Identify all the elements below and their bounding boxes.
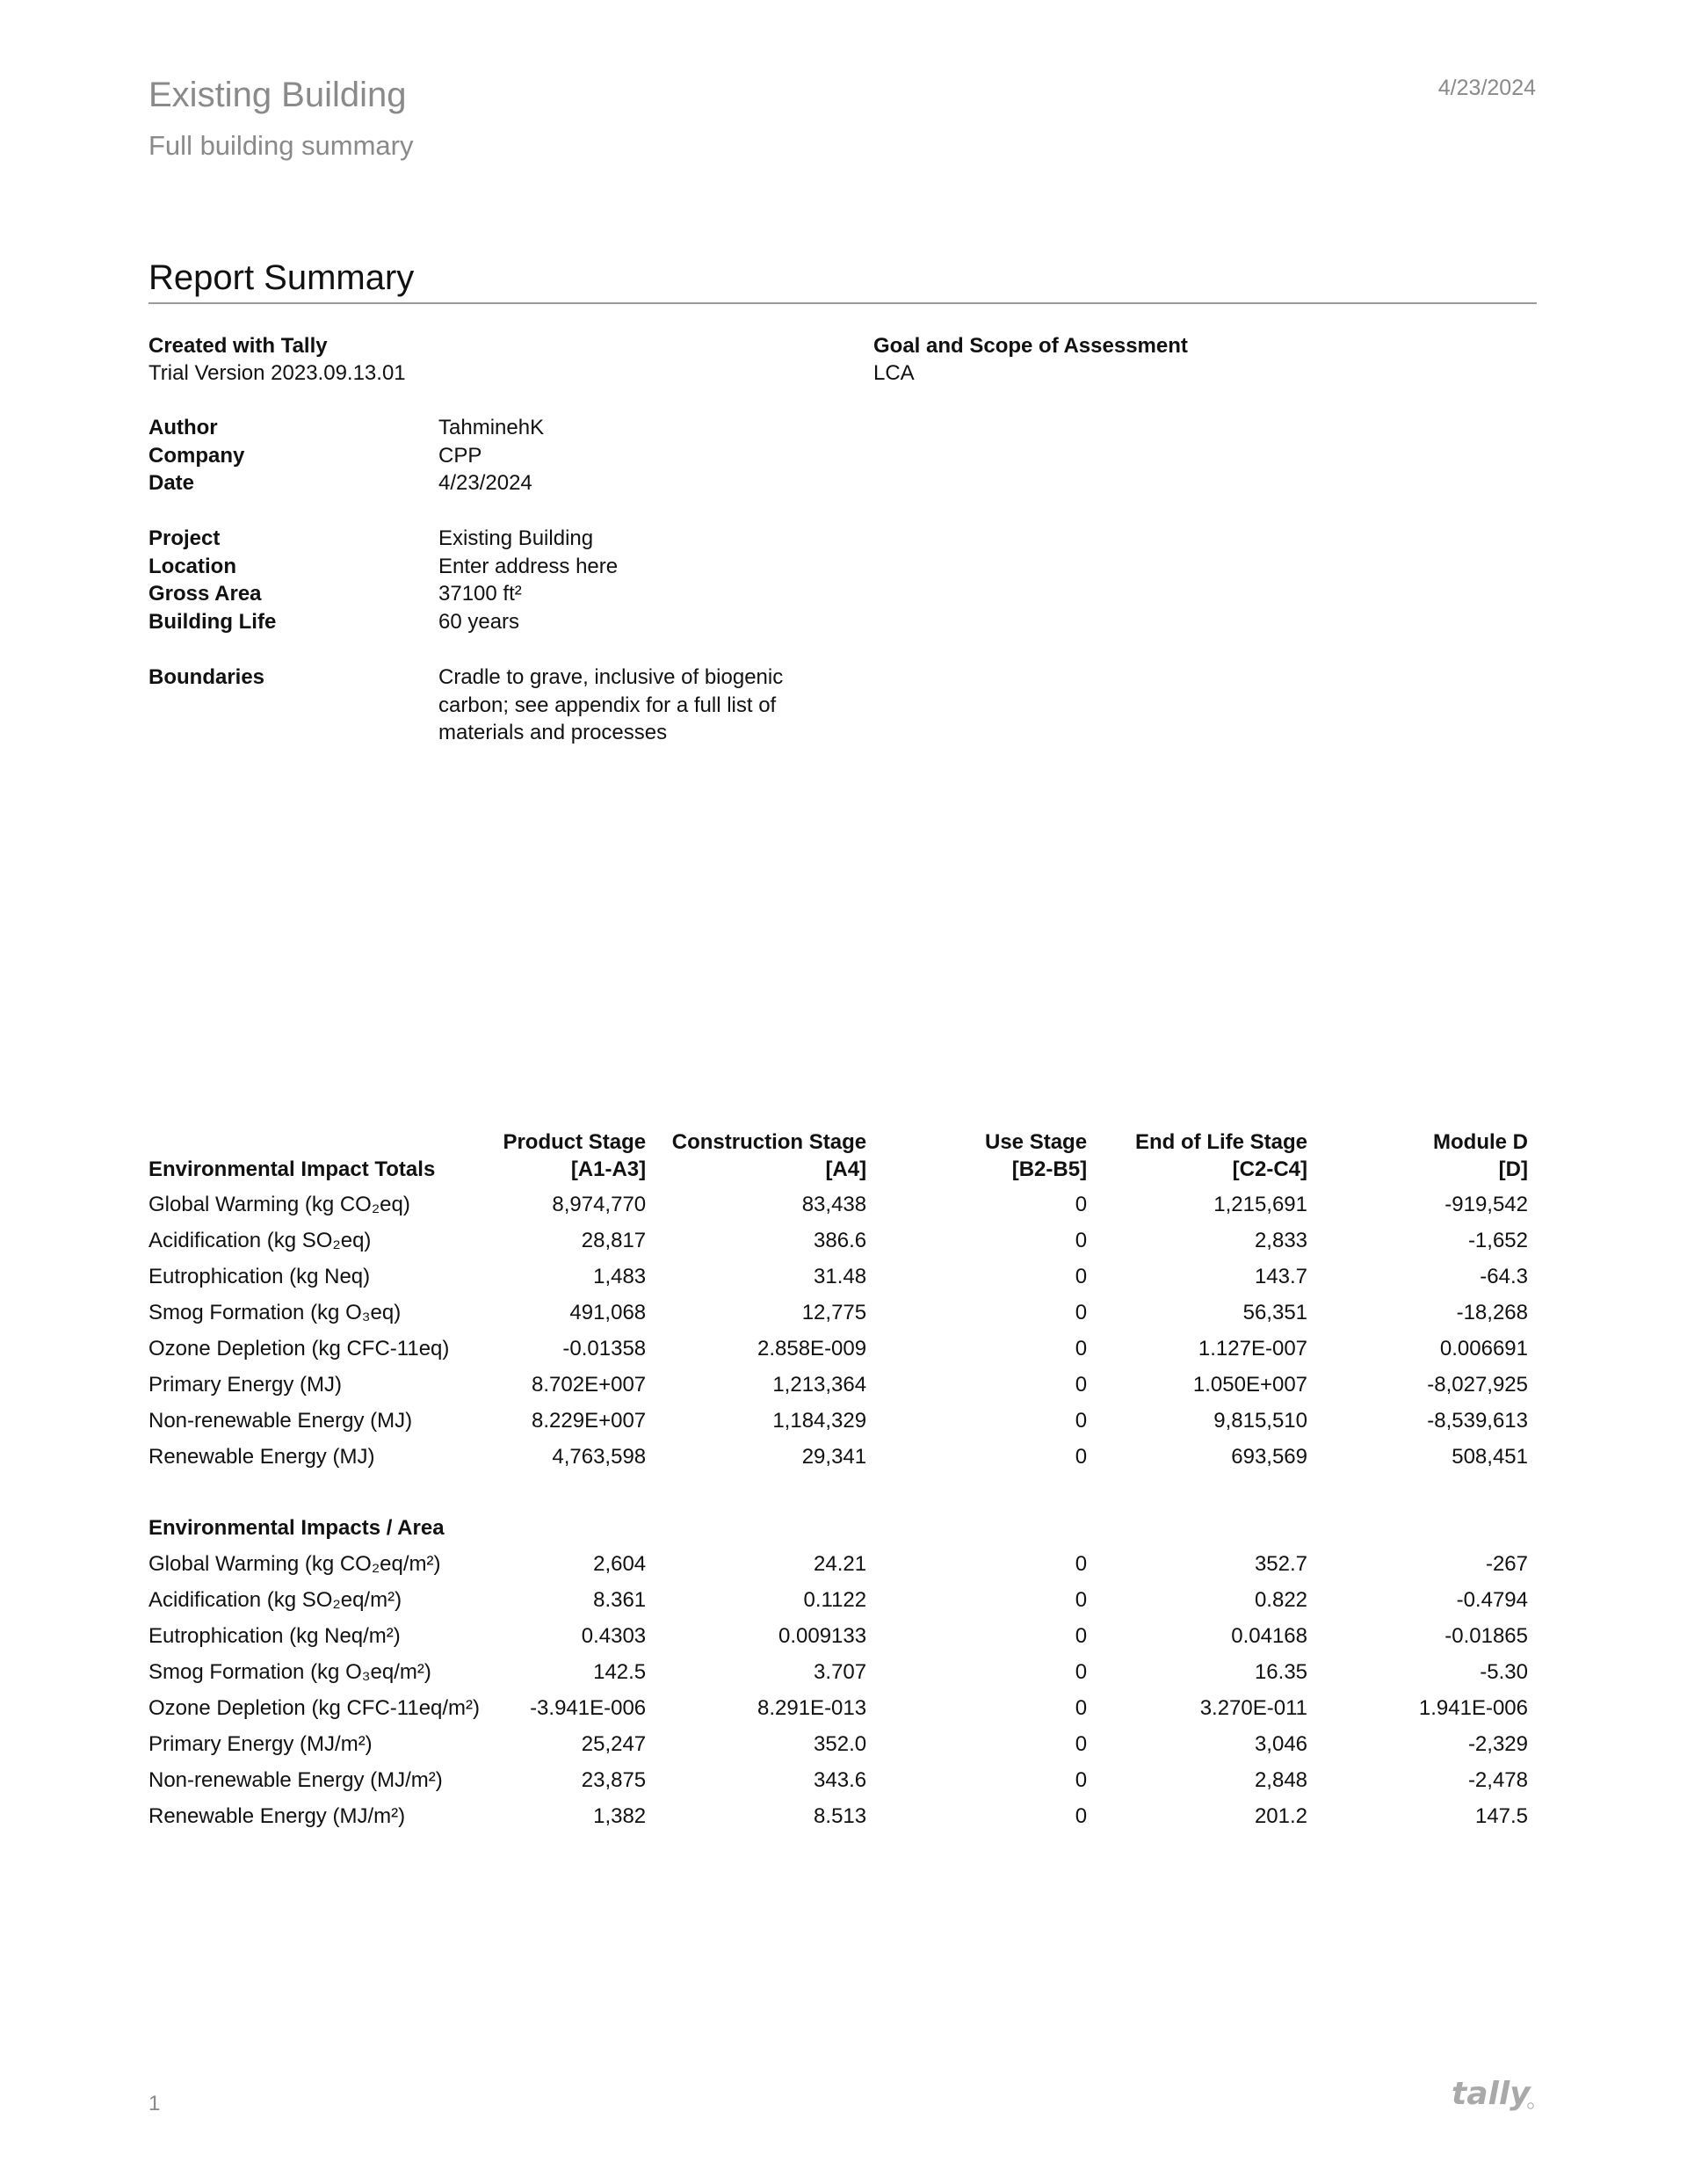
table-cell: -8,539,613 <box>1427 1409 1528 1433</box>
table-cell: 1.941E-006 <box>1418 1696 1528 1720</box>
table-cell: 1,382 <box>593 1804 647 1828</box>
table-cell: 8.361 <box>593 1588 647 1612</box>
table-cell: 693,569 <box>1231 1445 1308 1469</box>
table-cell: 25,247 <box>581 1732 647 1756</box>
column-code: [B2-B5] <box>1011 1157 1088 1181</box>
table-cell: 29,341 <box>801 1445 867 1469</box>
table-cell: 0 <box>1075 1445 1088 1469</box>
column-header <box>646 1128 866 1186</box>
goal-value: LCA <box>873 361 915 385</box>
table-cell: 3.707 <box>814 1660 867 1684</box>
table-cell: 142.5 <box>593 1660 647 1684</box>
table-cell: -8,027,925 <box>1427 1373 1528 1397</box>
table-header-row <box>148 1128 1528 1186</box>
table-cell: 0 <box>1075 1301 1088 1324</box>
table-row <box>148 1762 1528 1798</box>
row-label: Primary Energy (MJ) <box>148 1373 343 1397</box>
table-row <box>148 1403 1528 1439</box>
row-label: Renewable Energy (MJ) <box>148 1445 375 1469</box>
location-value: Enter address here <box>438 554 619 578</box>
table-row <box>148 1690 1528 1726</box>
row-label: Global Warming (kg CO₂eq/m²) <box>148 1552 441 1576</box>
table-cell: 8.702E+007 <box>532 1373 647 1397</box>
table-cell: 0.822 <box>1254 1588 1308 1612</box>
area-heading-row <box>148 1510 1528 1546</box>
table-cell: 8,974,770 <box>552 1193 647 1216</box>
column-code: [A1-A3] <box>570 1157 647 1181</box>
table-body <box>148 1186 1528 1834</box>
table-row <box>148 1618 1528 1654</box>
author-label: Author <box>148 416 218 439</box>
table-row <box>148 1798 1528 1834</box>
table-cell: 0 <box>1075 1373 1088 1397</box>
column-header <box>1307 1128 1528 1186</box>
gross-area-label: Gross Area <box>148 582 262 606</box>
table-cell: 2,604 <box>593 1552 647 1576</box>
table-cell: 143.7 <box>1254 1265 1308 1288</box>
tally-logo <box>1452 2074 1536 2117</box>
table-cell: 0 <box>1075 1696 1088 1720</box>
table-row <box>148 1367 1528 1403</box>
table-cell: 0 <box>1075 1732 1088 1756</box>
table-cell: 201.2 <box>1254 1804 1308 1828</box>
table-cell: 0 <box>1075 1337 1088 1360</box>
table-row <box>148 1223 1528 1259</box>
column-name: Product Stage <box>503 1130 647 1154</box>
gross-area-value: 37100 ft² <box>438 582 522 606</box>
goal-heading: Goal and Scope of Assessment <box>873 334 1188 358</box>
table-cell: 0.006691 <box>1439 1337 1528 1360</box>
table-cell: 352.7 <box>1254 1552 1308 1576</box>
project-value: Existing Building <box>438 526 594 550</box>
table-row <box>148 1546 1528 1582</box>
company-label: Company <box>148 443 245 468</box>
column-header <box>866 1128 1087 1186</box>
document-subtitle: Full building summary <box>148 130 414 161</box>
table-cell: 0 <box>1075 1265 1088 1288</box>
area-heading: Environmental Impacts / Area <box>148 1516 445 1540</box>
table-cell: 0 <box>1075 1409 1088 1433</box>
table-cell: -3.941E-006 <box>530 1696 647 1720</box>
table-spacer <box>148 1475 1528 1510</box>
table-cell: 0.4303 <box>581 1624 647 1648</box>
table-cell: 23,875 <box>581 1768 647 1792</box>
table-cell: 0 <box>1075 1193 1088 1216</box>
table-cell: 0 <box>1075 1804 1088 1828</box>
table-cell: -0.4794 <box>1456 1588 1528 1612</box>
table-cell: -2,478 <box>1467 1768 1528 1792</box>
table-cell: 0.009133 <box>778 1624 867 1648</box>
table-cell: 0.04168 <box>1231 1624 1308 1648</box>
table-cell: 3.270E-011 <box>1199 1696 1308 1720</box>
row-label: Global Warming (kg CO₂eq) <box>148 1193 410 1216</box>
table-cell: 0 <box>1075 1588 1088 1612</box>
row-label: Non-renewable Energy (MJ/m²) <box>148 1768 443 1792</box>
column-header <box>1087 1128 1307 1186</box>
table-cell: 9,815,510 <box>1213 1409 1308 1433</box>
table-cell: 56,351 <box>1242 1301 1308 1324</box>
table-cell: -267 <box>1485 1552 1528 1576</box>
table-row <box>148 1439 1528 1475</box>
table-cell: -5.30 <box>1480 1660 1528 1684</box>
row-label: Renewable Energy (MJ/m²) <box>148 1804 406 1828</box>
spacer-cell <box>148 1475 1528 1510</box>
boundaries-value: Cradle to grave, inclusive of biogenic carbon; see appendix for a full list of materials and processes <box>438 665 784 744</box>
row-label: Eutrophication (kg Neq) <box>148 1265 371 1288</box>
table-cell: -1,652 <box>1467 1229 1528 1252</box>
column-header <box>502 1128 647 1186</box>
created-version: Trial Version 2023.09.13.01 <box>148 361 406 385</box>
author-value: TahminehK <box>438 416 545 439</box>
section-divider <box>148 302 1537 304</box>
column-code: [A4] <box>825 1157 867 1181</box>
column-name: Construction Stage <box>671 1130 867 1154</box>
row-label: Acidification (kg SO₂eq/m²) <box>148 1588 402 1612</box>
boundaries-label: Boundaries <box>148 665 265 689</box>
table-cell: 0 <box>1075 1660 1088 1684</box>
totals-heading: Environmental Impact Totals <box>148 1157 436 1181</box>
column-name: End of Life Stage <box>1135 1130 1308 1154</box>
table-cell: 1,483 <box>593 1265 647 1288</box>
table-cell: 0 <box>1075 1768 1088 1792</box>
table-row <box>148 1582 1528 1618</box>
row-label: Ozone Depletion (kg CFC-11eq/m²) <box>148 1696 481 1720</box>
column-name: Module D <box>1433 1130 1528 1154</box>
table-cell: 1.127E-007 <box>1198 1337 1308 1360</box>
table-row <box>148 1726 1528 1762</box>
table-cell: 28,817 <box>581 1229 647 1252</box>
table-cell: 12,775 <box>801 1301 867 1324</box>
created-heading: Created with Tally <box>148 334 328 358</box>
page-number: 1 <box>148 2092 161 2115</box>
impact-table <box>148 1128 1528 1834</box>
table-cell: 343.6 <box>814 1768 867 1792</box>
table-cell: 1.050E+007 <box>1192 1373 1308 1397</box>
project-info <box>148 525 816 635</box>
table-cell: -2,329 <box>1467 1732 1528 1756</box>
table-row <box>148 1186 1528 1223</box>
date-label: Date <box>148 471 195 495</box>
section-title: Report Summary <box>148 258 415 297</box>
table-cell: 491,068 <box>569 1301 647 1324</box>
table-cell: 4,763,598 <box>552 1445 647 1469</box>
column-name: Use Stage <box>985 1130 1088 1154</box>
table-cell: 0 <box>1075 1229 1088 1252</box>
table-cell: -919,542 <box>1444 1193 1528 1216</box>
column-code: [C2-C4] <box>1232 1157 1308 1181</box>
row-label: Primary Energy (MJ/m²) <box>148 1732 373 1756</box>
author-info <box>148 414 816 497</box>
table-cell: 3,046 <box>1254 1732 1308 1756</box>
table-cell: 16.35 <box>1254 1660 1308 1684</box>
tally-logo-icon <box>1452 2074 1536 2113</box>
document-title: Existing Building <box>148 76 407 114</box>
row-label: Non-renewable Energy (MJ) <box>148 1409 413 1433</box>
table-row <box>148 1331 1528 1367</box>
table-cell: 2,833 <box>1254 1229 1308 1252</box>
table-cell: 2,848 <box>1254 1768 1308 1792</box>
table-cell: -64.3 <box>1480 1265 1528 1288</box>
column-code: [D] <box>1498 1157 1528 1181</box>
table-cell: 508,451 <box>1452 1445 1528 1469</box>
table-cell: 8.513 <box>814 1804 867 1828</box>
table-cell: 2.858E-009 <box>757 1337 867 1360</box>
project-label: Project <box>148 526 221 550</box>
row-label: Eutrophication (kg Neq/m²) <box>148 1624 401 1648</box>
document-date: 4/23/2024 <box>1437 76 1536 100</box>
table-cell: 8.229E+007 <box>532 1409 647 1433</box>
boundaries-info <box>148 664 816 747</box>
table-cell: -0.01865 <box>1444 1624 1528 1648</box>
building-life-value: 60 years <box>438 609 520 634</box>
row-label: Ozone Depletion (kg CFC-11eq) <box>148 1337 450 1360</box>
date-value: 4/23/2024 <box>438 471 532 495</box>
row-label: Acidification (kg SO₂eq) <box>148 1229 372 1252</box>
building-life-label: Building Life <box>148 609 277 634</box>
table-cell: 31.48 <box>814 1265 867 1288</box>
table-cell: 1,215,691 <box>1213 1193 1308 1216</box>
table-cell: 147.5 <box>1474 1804 1528 1828</box>
row-label: Smog Formation (kg O₃eq) <box>148 1301 402 1324</box>
row-label: Smog Formation (kg O₃eq/m²) <box>148 1660 431 1684</box>
table-cell: 0.1122 <box>803 1588 867 1612</box>
table-cell: 0 <box>1075 1624 1088 1648</box>
table-row <box>148 1654 1528 1690</box>
company-value: CPP <box>438 443 482 468</box>
location-label: Location <box>148 554 236 578</box>
table-cell: 0 <box>1075 1552 1088 1576</box>
table-cell: 1,184,329 <box>772 1409 867 1433</box>
table-cell: -18,268 <box>1456 1301 1528 1324</box>
table-row <box>148 1295 1528 1331</box>
table-cell: 83,438 <box>801 1193 867 1216</box>
table-cell: 8.291E-013 <box>757 1696 867 1720</box>
table-cell: 386.6 <box>814 1229 867 1252</box>
table-row <box>148 1259 1528 1295</box>
table-cell: 1,213,364 <box>772 1373 867 1397</box>
table-cell: 352.0 <box>814 1732 867 1756</box>
table-cell: 24.21 <box>814 1552 867 1576</box>
logo-text: tally <box>1452 2076 1531 2112</box>
table-cell: -0.01358 <box>562 1337 647 1360</box>
